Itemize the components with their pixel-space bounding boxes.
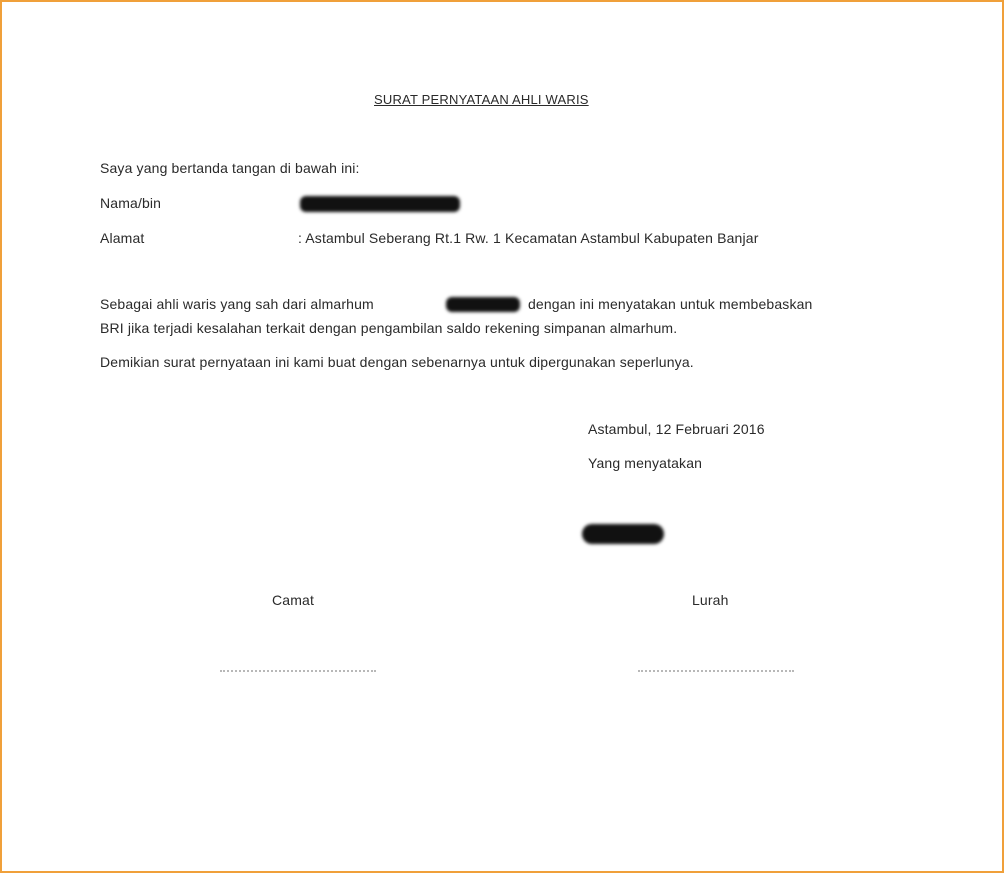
- address-label: Alamat: [100, 230, 145, 246]
- witness-left-label: Camat: [272, 592, 314, 608]
- name-label: Nama/bin: [100, 195, 162, 211]
- place-date: Astambul, 12 Februari 2016: [588, 421, 765, 437]
- signature-redaction: [582, 524, 664, 544]
- paragraph1-part1: Sebagai ahli waris yang sah dari almarhum: [100, 296, 374, 312]
- paragraph1-part2: dengan ini menyatakan untuk membebaskan: [528, 296, 813, 312]
- address-value: : Astambul Seberang Rt.1 Rw. 1 Kecamatan Astambul Kabupaten Banjar: [298, 230, 759, 246]
- declarant-label: Yang menyatakan: [588, 455, 703, 471]
- deceased-name-redaction: [446, 297, 520, 312]
- paragraph2: Demikian surat pernyataan ini kami buat dengan sebenarnya untuk dipergunakan seperlunya.: [100, 354, 694, 370]
- witness-right-signature-line: [638, 670, 794, 672]
- document-title: SURAT PERNYATAAN AHLI WARIS: [374, 92, 589, 107]
- intro-text: Saya yang bertanda tangan di bawah ini:: [100, 160, 360, 176]
- name-redaction: [300, 196, 460, 212]
- witness-left-signature-line: [220, 670, 376, 672]
- witness-right-label: Lurah: [692, 592, 729, 608]
- paragraph1-line2: BRI jika terjadi kesalahan terkait dengan pengambilan saldo rekening simpanan almarhum.: [100, 320, 678, 336]
